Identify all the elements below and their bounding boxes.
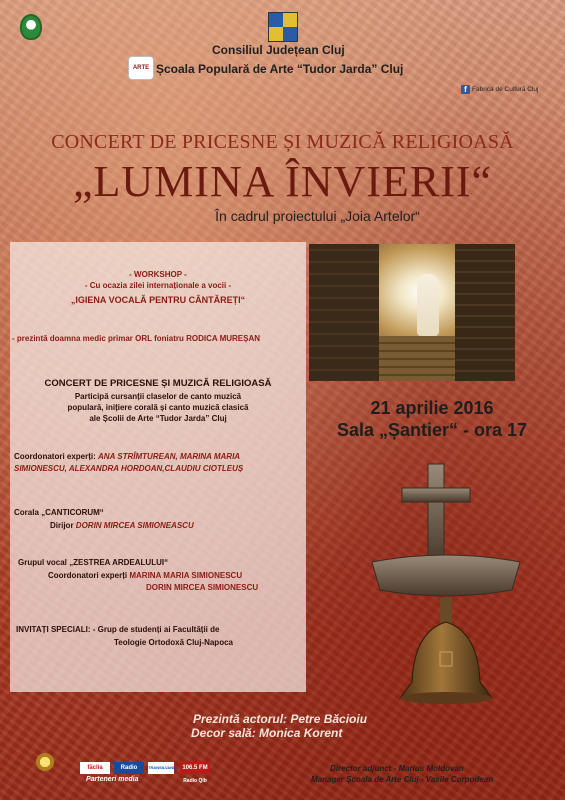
concert-heading: CONCERT DE PRICESNE ȘI MUZICĂ RELIGIOASĂ — [44, 378, 272, 389]
group-label: Grupul vocal „ZESTREA ARDEALULUI“ — [18, 558, 169, 567]
workshop-presenter: - prezintă doamna medic primar ORL foniatru RODICA MUREȘAN — [12, 334, 261, 343]
guests-1: - Grup de studenți ai Facultății de — [92, 625, 220, 634]
coat-of-arms-icon — [268, 12, 298, 42]
stone-slab — [372, 555, 520, 596]
facebook-link[interactable] — [461, 85, 538, 94]
guests-2: Teologie Ortodoxă Cluj-Napoca — [114, 638, 233, 647]
arte-school-logo: ARTE — [128, 56, 154, 80]
corala-conductor — [50, 521, 194, 532]
partner-logo-faclia: făclia — [80, 762, 110, 774]
organizer-school: Școala Populară de Arte “Tudor Jarda” Cluj — [156, 62, 404, 76]
manager-credit: Manager Școala de Arte Cluj - Vasile Corpodean — [311, 775, 494, 784]
event-date: 21 aprilie 2016 — [370, 398, 494, 418]
workshop-title: „IGIENA VOCALĂ PENTRU CÂNTĂREȚI“ — [70, 295, 246, 305]
resurrection-image — [309, 244, 515, 381]
partner-badge-icon — [36, 753, 54, 771]
coordinators-names-1: ANA STRÎMTUREAN, MARINA MARIA — [98, 452, 241, 461]
corala-conductor-label: Dirijor — [50, 521, 74, 530]
concert-desc-1: Participă cursanții claselor de canto muzică — [74, 392, 242, 401]
guests-label: INVITAȚI SPECIALI: — [16, 625, 91, 634]
event-title: „LUMINA ÎNVIERII“ — [73, 157, 492, 206]
decor-credit: Decor sală: Monica Korent — [191, 726, 343, 740]
partner-logo-radio: Radio — [114, 762, 144, 774]
event-subtitle: CONCERT DE PRICESNE ȘI MUZICĂ RELIGIOASĂ — [51, 131, 514, 153]
workshop-heading: - WORKSHOP - — [129, 270, 187, 279]
cross-icon — [402, 464, 470, 562]
organizer-council: Consiliul Județean Cluj — [212, 43, 345, 57]
partners-label: Parteneri media — [86, 776, 139, 783]
workshop-occasion: - Cu ocazia zilei internaționale a vocii - — [84, 281, 232, 290]
director-credit: Director adjunct - Marius Moldovan — [330, 764, 464, 773]
group-coordinators-2: DORIN MIRCEA SIMIONESCU — [146, 583, 259, 592]
project-line: În cadrul proiectului „Joia Artelor“ — [215, 208, 420, 224]
program-panel — [10, 242, 306, 692]
bell-cross-illustration — [362, 462, 532, 724]
coordinators-names-2: SIMIONESCU, ALEXANDRA HORDOAN,CLAUDIU CIOTLEUȘ — [14, 464, 244, 473]
christ-figure — [417, 274, 439, 336]
coordinators — [14, 452, 240, 463]
corala-conductor-name: DORIN MIRCEA SIMIONEASCU — [75, 521, 194, 530]
presenter-credit: Prezintă actorul: Petre Băcioiu — [193, 712, 368, 726]
partner-logo-radio-qib: Radio Qib — [183, 778, 207, 784]
bell-icon — [400, 622, 492, 698]
county-logo — [20, 14, 42, 40]
coordinators-label: Coordonatori experți: — [14, 452, 96, 461]
concert-desc-2: populară, inițiere corală și canto muzică clasică — [67, 403, 249, 412]
partner-logo-transilvania: TRANSILVANIA — [148, 762, 174, 774]
partner-logo-fm: 106.5 FM — [180, 762, 210, 774]
facebook-icon: f — [461, 85, 470, 94]
facebook-label: Fabrica de Cultură Cluj — [472, 86, 539, 93]
group-coordinators-1: MARINA MARIA SIMIONESCU — [129, 571, 243, 580]
group-coordinators-label: Coordonatori experți — [48, 571, 128, 580]
concert-desc-3: ale Școlii de Arte “Tudor Jarda” Cluj — [89, 414, 227, 423]
guests — [16, 625, 219, 636]
group-coordinators — [48, 571, 242, 582]
event-venue: Sala „Șantier“ - ora 17 — [336, 420, 528, 440]
corala-label: Corala „CANTICORUM“ — [14, 508, 104, 517]
